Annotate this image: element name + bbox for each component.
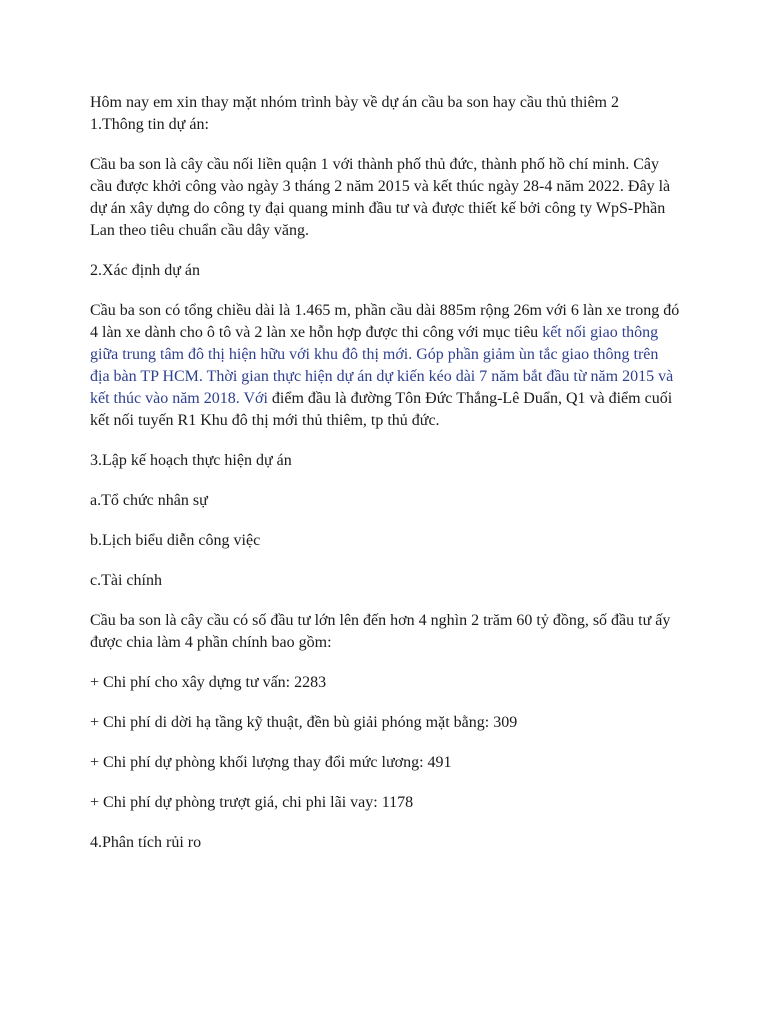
section-3-item-c: c.Tài chính (90, 572, 162, 589)
section-3-item-a: a.Tổ chức nhân sự (90, 492, 208, 509)
intro-line: Hôm nay em xin thay mặt nhóm trình bày về dự án cầu ba son hay cầu thủ thiêm 2 (90, 94, 619, 111)
section-4-heading: 4.Phân tích rủi ro (90, 834, 202, 851)
section-3-heading: 3.Lập kế hoạch thực hiện dự án (90, 452, 292, 469)
section-2-heading: 2.Xác định dự án (90, 262, 200, 279)
section-1-heading: 1.Thông tin dự án: (90, 116, 209, 133)
document-page (90, 92, 680, 854)
section-2-highlighted-text: kết nối giao thông giữa trung tâm đô thị hiện hữu với khu đô thị mới. Góp phần giảm ùn tắc giao thông trên địa bàn TP HCM. Thời gian thực hiện dự án dự kiến kéo dài 7 năm bắt đầu từ năm 2015 và kết thúc vào năm 2018. Với (90, 324, 674, 407)
cost-item: + Chi phí dự phòng trượt giá, chi phi lãi vay: 1178 (90, 794, 414, 811)
section-1-body: Cầu ba son là cây cầu nối liền quận 1 với thành phố thủ đức, thành phố hồ chí minh. Cây cầu được khởi công vào ngày 3 tháng 2 năm 2015 và kết thúc ngày 28-4 năm 2022. Đây là dự án xây dựng do công ty đại quang minh đầu tư và được thiết kế bởi công ty WpS-Phần Lan theo tiêu chuẩn cầu dây văng. (90, 156, 671, 239)
finance-body: Cầu ba son là cây cầu có số đầu tư lớn lên đến hơn 4 nghìn 2 trăm 60 tỷ đồng, số đầu tư ấy được chia làm 4 phần chính bao gồm: (90, 612, 671, 651)
cost-item: + Chi phí di dời hạ tầng kỹ thuật, đền bù giải phóng mặt bằng: 309 (90, 714, 518, 731)
cost-item: + Chi phí dự phòng khối lượng thay đổi mức lương: 491 (90, 754, 452, 771)
section-2-body-end: điểm đầu là đường Tôn Đức Thắng-Lê Duẩn, Q1 và điểm cuối kết nối tuyến R1 Khu đô thị mới thủ thiêm, tp thủ đức. (90, 390, 673, 429)
section-3-item-b: b.Lịch biểu diễn công việc (90, 532, 261, 549)
section-2-body (90, 300, 680, 432)
section-2-body-start: Cầu ba son có tổng chiều dài là 1.465 m, phần cầu dài 885m rộng 26m với 6 làn xe trong đó 4 làn xe dành cho ô tô và 2 làn xe hỗn hợp được thi công với mục tiêu (90, 302, 680, 341)
cost-item: + Chi phí cho xây dựng tư vấn: 2283 (90, 674, 327, 691)
